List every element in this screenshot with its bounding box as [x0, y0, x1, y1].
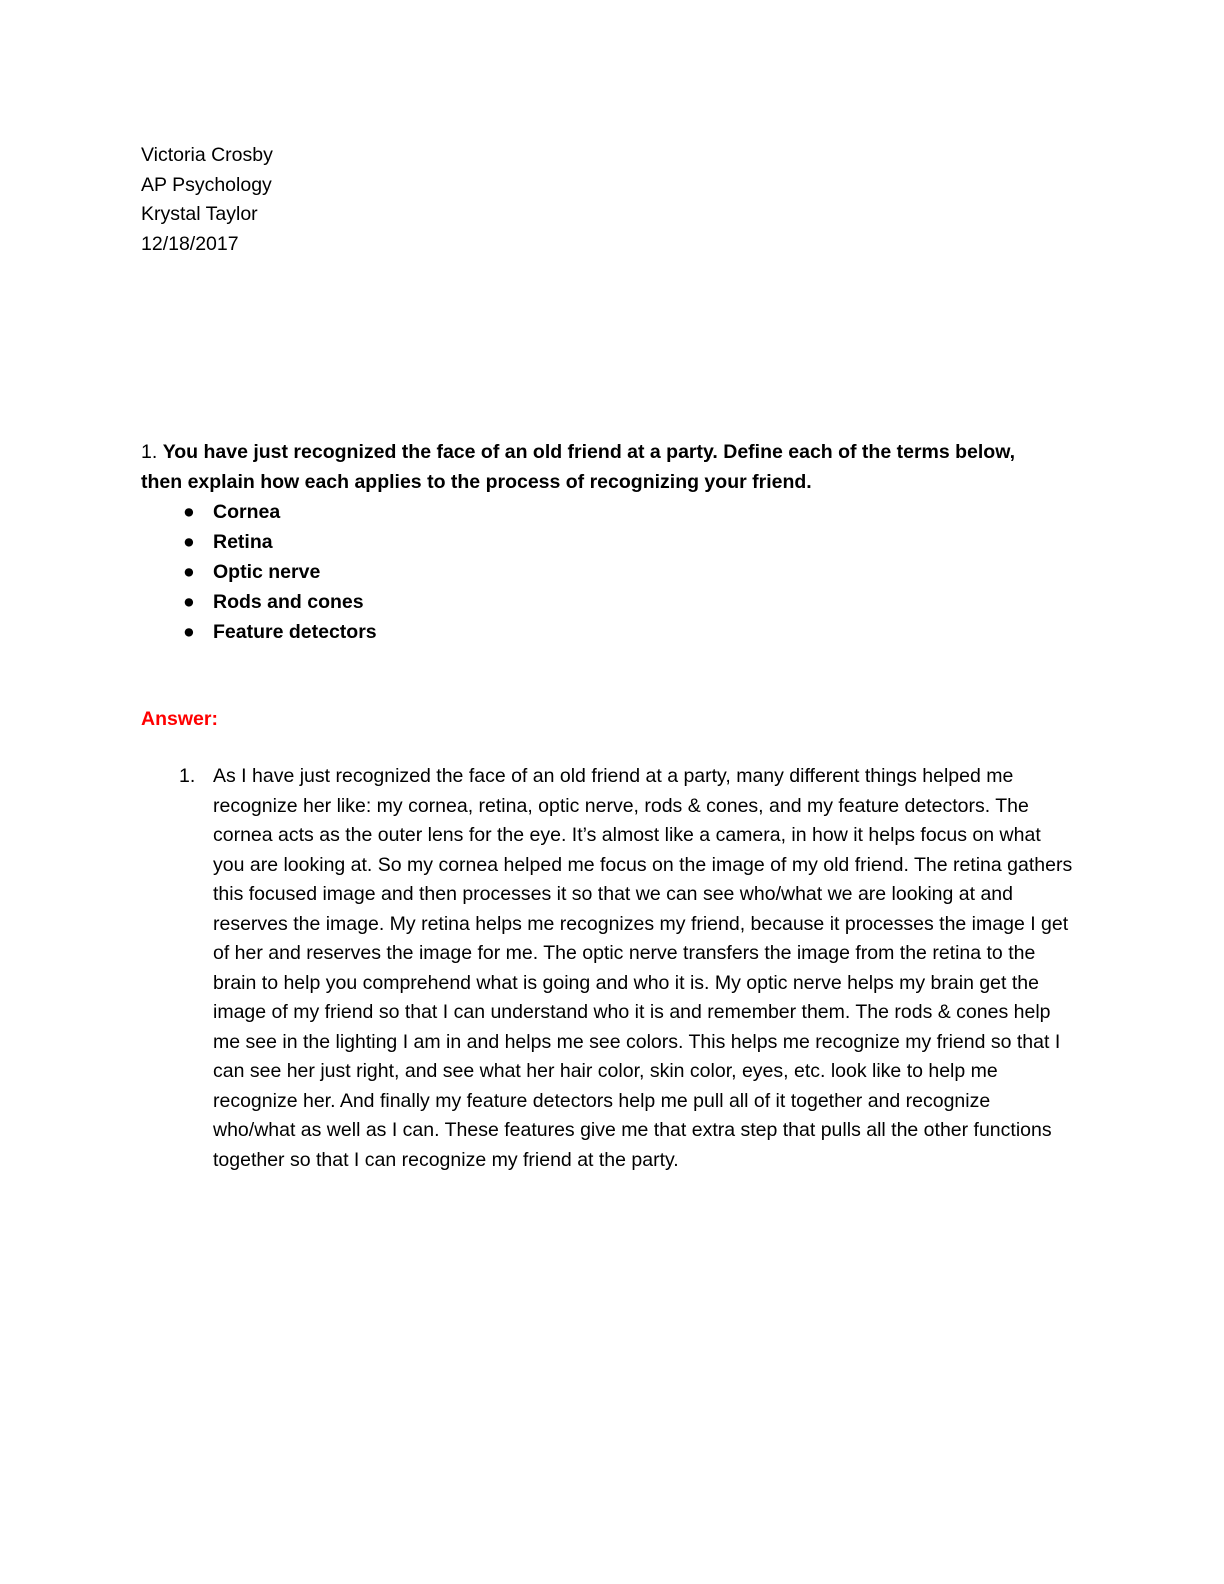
- term-label: Retina: [213, 531, 273, 554]
- bullet-icon: ●: [183, 531, 195, 554]
- document-content: [141, 141, 1073, 1175]
- answer-item-text: As I have just recognized the face of an old friend at a party, many different things helped me recognize her like: my cornea, retina, optic nerve, rods & cones, and my feature detectors. The cornea acts as the outer lens for the eye. It’s almost like a camera, in how it helps focus on what you are looking at. So my cornea helped me focus on the image of my old friend. The retina gathers this focused image and then processes it so that we can see who/what we are looking at and reserves the image. My retina helps me recognizes my friend, because it processes the image I get of her and reserves the image for me. The optic nerve transfers the image from the retina to the brain to help you comprehend what is going and who it is. My optic nerve helps my brain get the image of my friend so that I can understand who it is and remember them. The rods & cones help me see in the lighting I am in and helps me see colors. This helps me recognize my friend so that I can see her just right, and see what her hair color, skin color, eyes, etc. look like to help me recognize her. And finally my feature detectors help me pull all of it together and recognize who/what as well as I can. These features give me that extra step that pulls all the other functions together so that I can recognize my friend at the party.: [213, 765, 1073, 1171]
- term-label: Optic nerve: [213, 561, 321, 584]
- question-number: 1.: [141, 441, 163, 464]
- term-label: Rods and cones: [213, 591, 364, 614]
- bullet-icon: ●: [183, 561, 195, 584]
- question-text: You have just recognized the face of an old friend at a party. Define each of the terms below, then explain how each applies to the process of recognizing your friend.: [141, 441, 1016, 494]
- assignment-heading: [141, 141, 1073, 259]
- list-item: [141, 497, 1073, 527]
- term-list: [141, 497, 1073, 647]
- answer-spacer: [141, 647, 1073, 704]
- answer-list: [141, 762, 1073, 1175]
- list-item: [141, 617, 1073, 647]
- bullet-icon: ●: [183, 591, 195, 614]
- list-item: [141, 557, 1073, 587]
- term-label: Cornea: [213, 501, 281, 524]
- answer-item-number: 1.: [179, 765, 196, 788]
- list-item: [141, 527, 1073, 557]
- list-item: [141, 762, 1073, 1175]
- bullet-icon: ●: [183, 621, 195, 644]
- assignment-date: 12/18/2017: [141, 232, 239, 255]
- heading-spacer: [141, 259, 1073, 437]
- term-label: Feature detectors: [213, 621, 377, 644]
- question-prompt: [141, 437, 1059, 497]
- list-item: [141, 587, 1073, 617]
- course-name: AP Psychology: [141, 173, 272, 196]
- answer-heading-spacer: [141, 734, 1073, 762]
- bullet-icon: ●: [183, 501, 195, 524]
- teacher-name: Krystal Taylor: [141, 203, 258, 226]
- student-name: Victoria Crosby: [141, 144, 273, 166]
- answer-heading: Answer:: [141, 708, 218, 731]
